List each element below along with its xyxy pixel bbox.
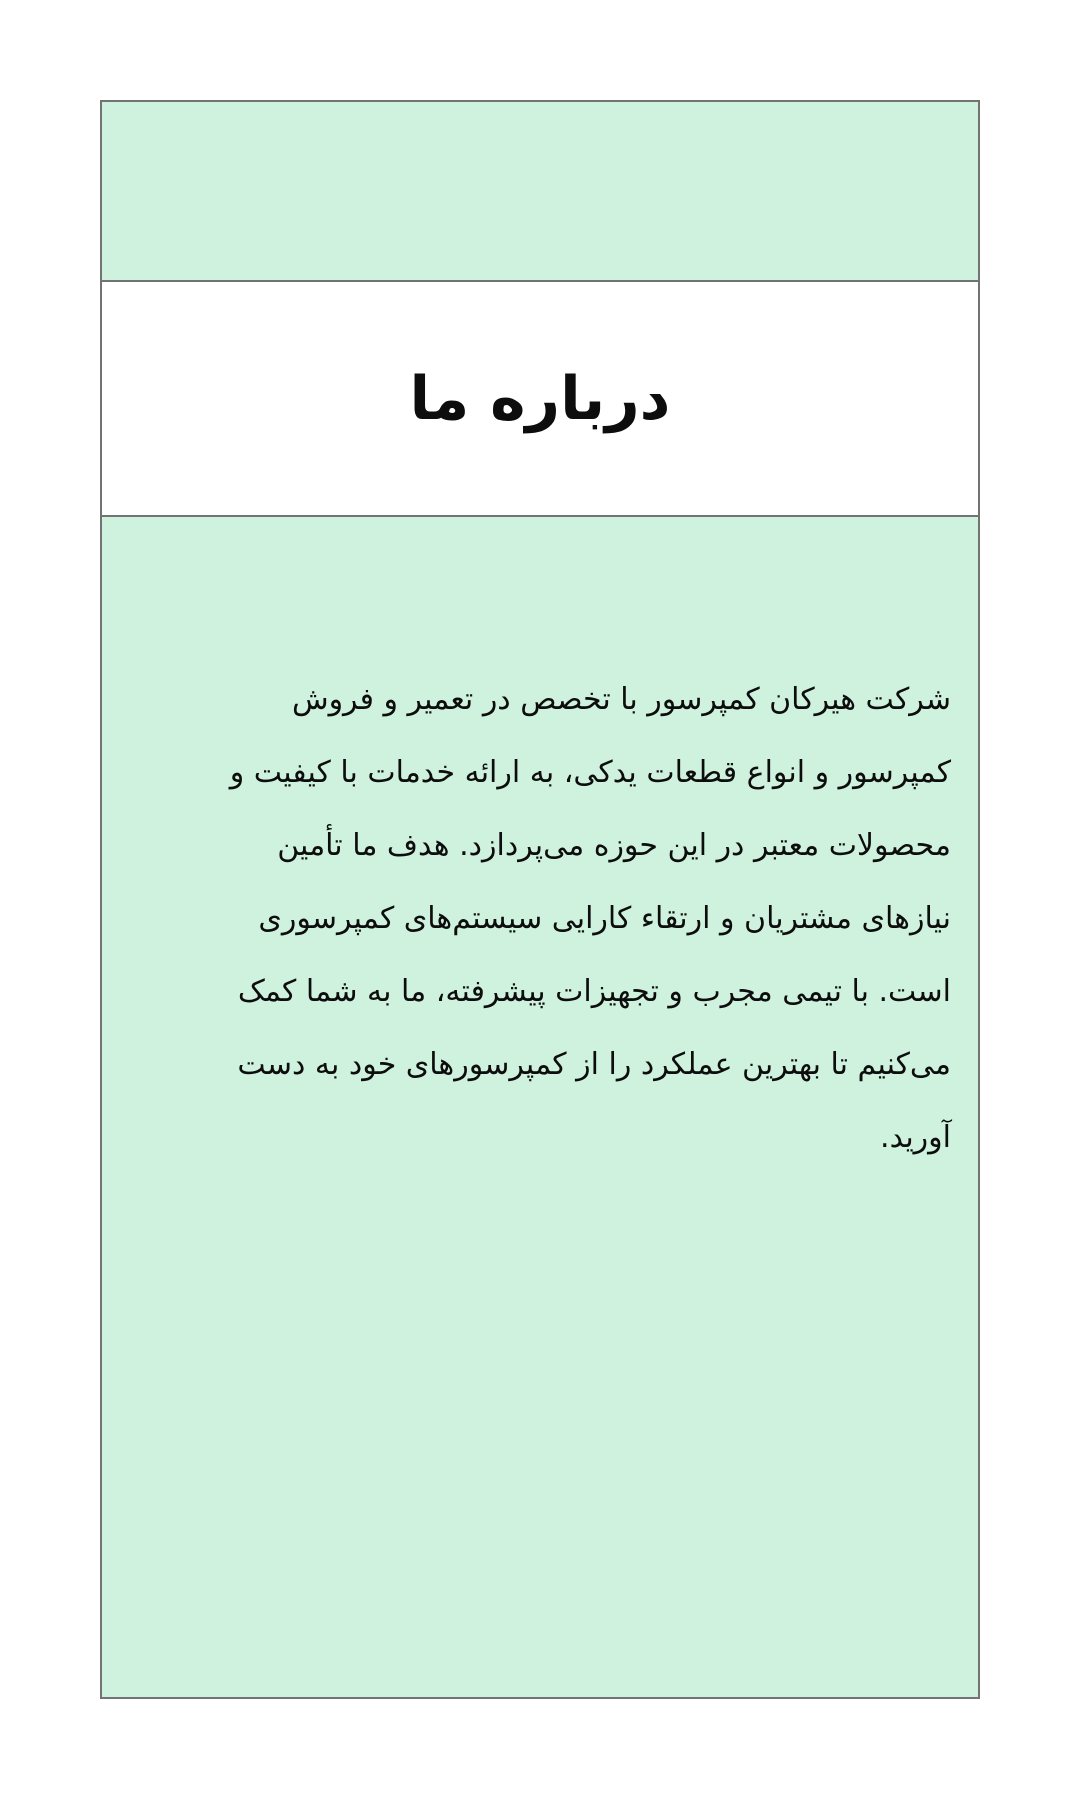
about-paragraph bbox=[129, 663, 951, 1174]
content-band bbox=[100, 517, 980, 1699]
about-paragraph-line: می‌کنیم تا بهترین عملکرد را از کمپرسورهای خود به دست bbox=[237, 1047, 951, 1082]
about-paragraph-line: آورید. bbox=[880, 1120, 951, 1155]
about-paragraph-line: کمپرسور و انواع قطعات یدکی، به ارائه خدمات با کیفیت و bbox=[229, 755, 951, 790]
title-band bbox=[100, 282, 980, 517]
about-paragraph-line: محصولات معتبر در این حوزه می‌پردازد. هدف ما تأمین bbox=[277, 828, 951, 863]
about-paragraph-line: نیازهای مشتریان و ارتقاء کارایی سیستم‌های کمپرسوری bbox=[258, 901, 951, 936]
about-paragraph-line: شرکت هیرکان کمپرسور با تخصص در تعمیر و فروش bbox=[291, 682, 951, 717]
header-band bbox=[100, 100, 980, 282]
page-title: درباره ما bbox=[409, 363, 671, 434]
about-paragraph-line: است. با تیمی مجرب و تجهیزات پیشرفته، ما به شما کمک bbox=[237, 974, 951, 1009]
about-card bbox=[100, 100, 980, 1699]
